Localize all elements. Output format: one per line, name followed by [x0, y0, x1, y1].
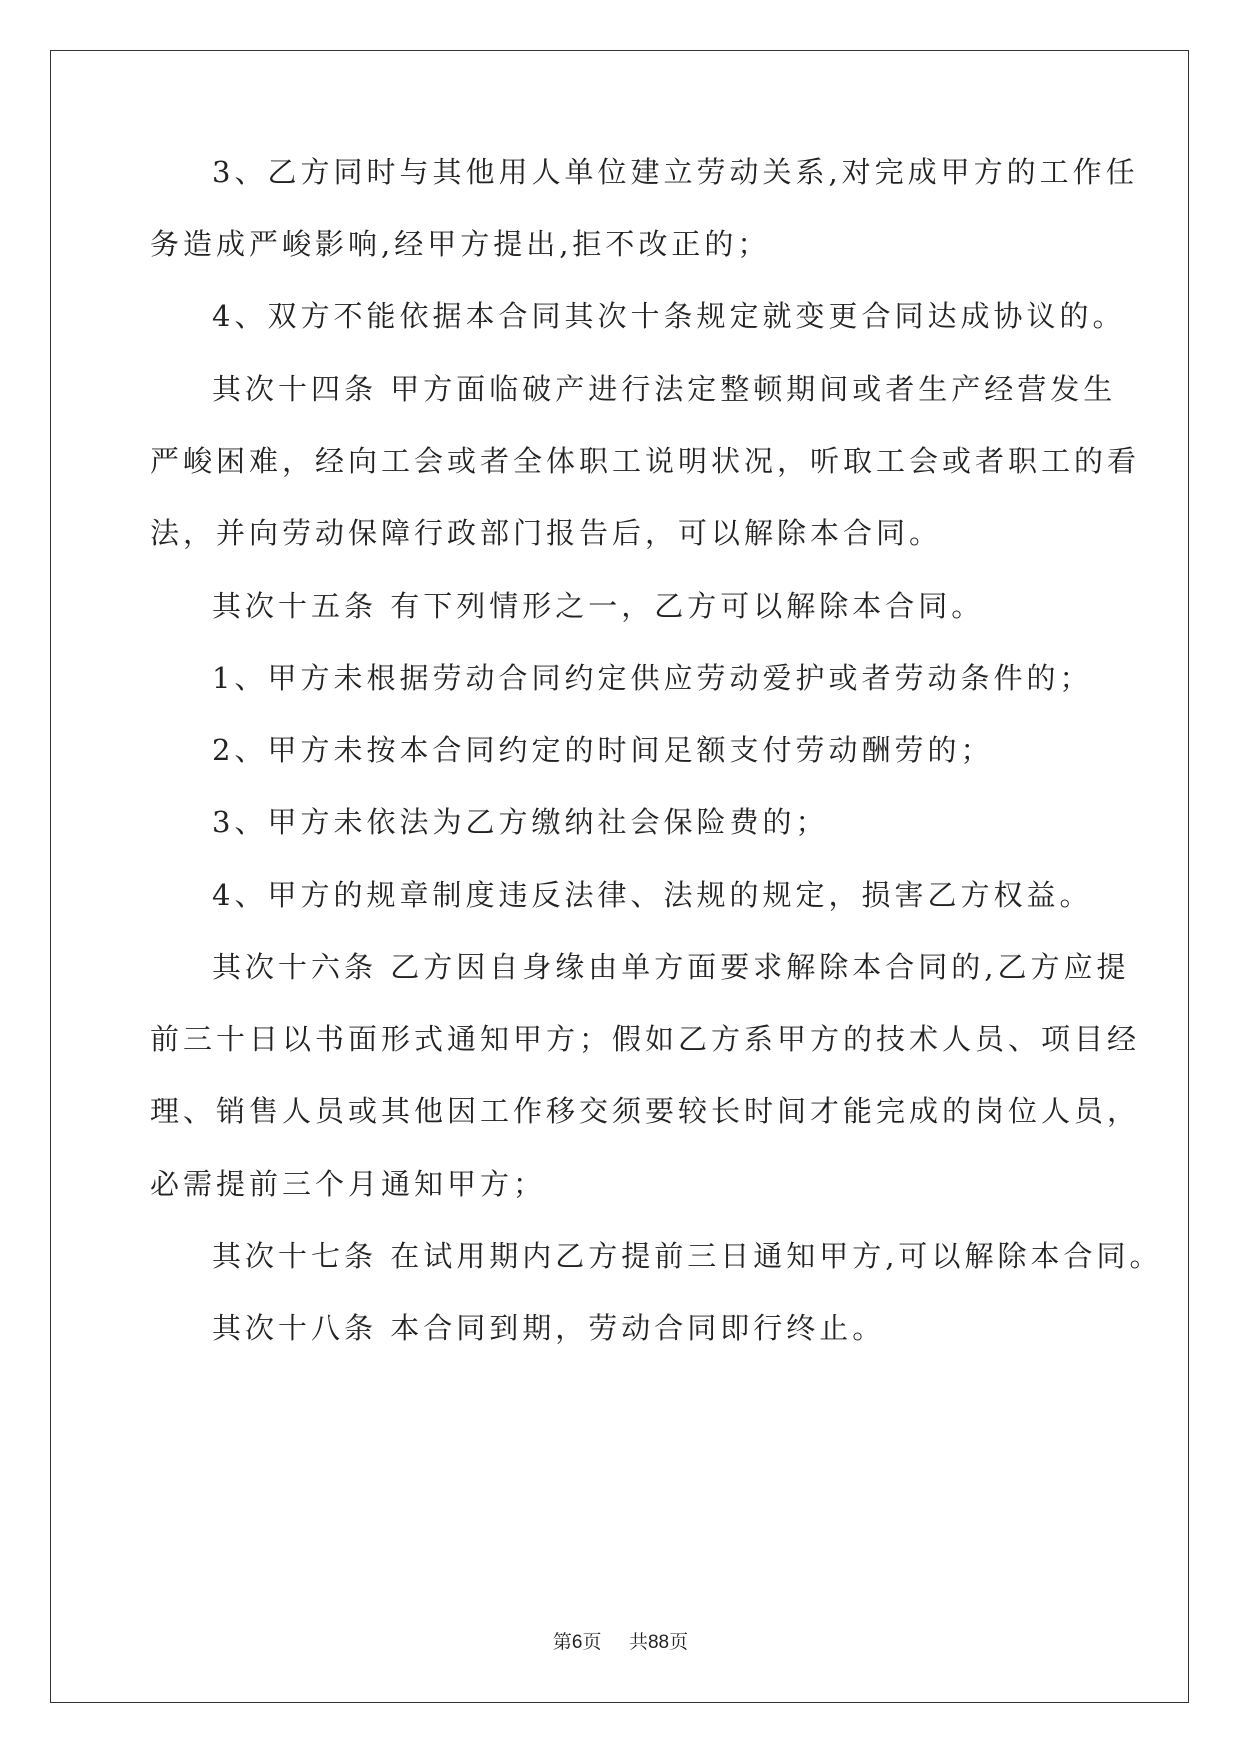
total-pages-label	[629, 1627, 688, 1654]
text-line: 4、甲方的规章制度违反法律、法规的规定，损害乙方权益。	[212, 878, 1093, 912]
page-number: 6	[571, 1632, 583, 1653]
text-line: 必需提前三个月通知甲方；	[150, 1167, 547, 1201]
text-line: 务造成严峻影响,经甲方提出,拒不改正的；	[150, 227, 771, 261]
text-line: 3、乙方同时与其他用人单位建立劳动关系,对完成甲方的工作任	[212, 155, 1139, 189]
page-prefix: 第	[552, 1632, 572, 1653]
total-suffix: 页	[669, 1632, 689, 1653]
text-line: 1、甲方未根据劳动合同约定供应劳动爱护或者劳动条件的；	[212, 661, 1093, 695]
page-suffix: 页	[582, 1632, 602, 1653]
text-line: 3、甲方未依法为乙方缴纳社会保险费的；	[212, 805, 829, 839]
text-line: 严峻困难，经向工会或者全体职工说明状况，听取工会或者职工的看	[150, 444, 1141, 478]
text-line: 其次十六条 乙方因自身缘由单方面要求解除本合同的,乙方应提	[212, 950, 1130, 984]
text-line: 2、甲方未按本合同约定的时间足额支付劳动酬劳的；	[212, 733, 994, 767]
total-pages: 88	[647, 1632, 670, 1653]
page-footer	[0, 1627, 1241, 1654]
page-number-label	[553, 1627, 602, 1654]
text-line: 其次十五条 有下列情形之一，乙方可以解除本合同。	[212, 589, 985, 623]
total-prefix: 共	[628, 1632, 648, 1653]
text-line: 理、销售人员或其他因工作移交须要较长时间才能完成的岗位人员，	[150, 1094, 1141, 1128]
text-line: 法，并向劳动保障行政部门报告后，可以解除本合同。	[150, 516, 943, 550]
text-line: 其次十四条 甲方面临破产进行法定整顿期间或者生产经营发生	[212, 372, 1117, 406]
text-line: 前三十日以书面形式通知甲方；假如乙方系甲方的技术人员、项目经	[150, 1022, 1141, 1056]
text-line: 4、双方不能依据本合同其次十条规定就变更合同达成协议的。	[212, 299, 1126, 333]
text-line: 其次十七条 在试用期内乙方提前三日通知甲方,可以解除本合同。	[212, 1239, 1163, 1273]
text-line: 其次十八条 本合同到期，劳动合同即行终止。	[212, 1311, 886, 1345]
